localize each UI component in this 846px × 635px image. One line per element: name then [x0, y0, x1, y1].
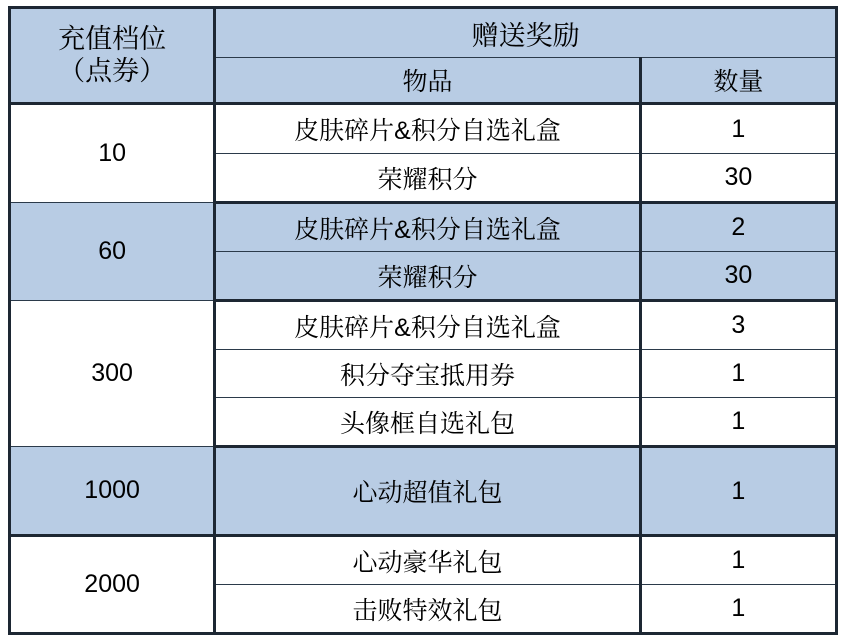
header-tier-line2: （点券） [58, 55, 167, 86]
quantity-cell: 1 [640, 536, 836, 585]
item-cell: 荣耀积分 [215, 252, 641, 301]
item-cell: 皮肤碎片&积分自选礼盒 [215, 203, 641, 252]
item-cell: 皮肤碎片&积分自选礼盒 [215, 104, 641, 154]
tier-cell: 60 [10, 203, 215, 301]
table-row [10, 104, 837, 154]
table-row [10, 447, 837, 536]
table-header-row-top [10, 8, 837, 58]
tier-cell: 300 [10, 301, 215, 447]
tier-cell: 10 [10, 104, 215, 203]
quantity-cell: 3 [640, 301, 836, 350]
item-cell: 头像框自选礼包 [215, 398, 641, 447]
table-row [10, 536, 837, 585]
item-cell: 击败特效礼包 [215, 585, 641, 634]
tier-cell: 2000 [10, 536, 215, 634]
quantity-cell: 30 [640, 154, 836, 203]
quantity-cell: 30 [640, 252, 836, 301]
item-cell: 积分夺宝抵用券 [215, 350, 641, 398]
quantity-cell: 1 [640, 350, 836, 398]
item-cell: 心动超值礼包 [215, 447, 641, 536]
quantity-cell: 1 [640, 398, 836, 447]
quantity-cell: 1 [640, 104, 836, 154]
item-cell: 心动豪华礼包 [215, 536, 641, 585]
header-tier-cell [10, 8, 215, 104]
header-item: 物品 [215, 58, 641, 104]
item-cell: 荣耀积分 [215, 154, 641, 203]
tier-cell: 1000 [10, 447, 215, 536]
quantity-cell: 1 [640, 447, 836, 536]
item-cell: 皮肤碎片&积分自选礼盒 [215, 301, 641, 350]
table-row [10, 301, 837, 350]
header-quantity: 数量 [640, 58, 836, 104]
table-row [10, 203, 837, 252]
header-reward-group: 赠送奖励 [215, 8, 837, 58]
quantity-cell: 1 [640, 585, 836, 634]
quantity-cell: 2 [640, 203, 836, 252]
recharge-reward-table [8, 6, 838, 635]
header-tier-line1: 充值档位 [58, 24, 167, 55]
